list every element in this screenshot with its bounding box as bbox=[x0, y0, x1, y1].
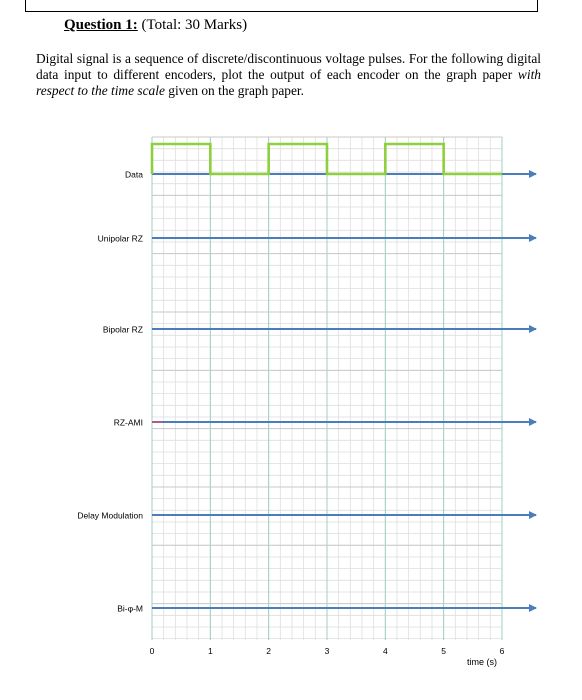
question-text-plain: Digital signal is a sequence of discrete/discontinuous voltage pulses. For the following digital data input to different encoders, plot the output of each encoder on the graph paper bbox=[36, 51, 541, 82]
question-text-italic: with respect to the time scale bbox=[36, 67, 541, 98]
encoder-row-labels bbox=[77, 170, 143, 614]
time-tick-label: 1 bbox=[207, 646, 213, 656]
encoder-row-label: Bipolar RZ bbox=[102, 324, 143, 335]
encoder-row-label: Delay Modulation bbox=[77, 510, 143, 521]
question-number: Question 1: bbox=[64, 17, 138, 33]
time-tick-label: 3 bbox=[324, 646, 330, 656]
encoder-row-label: RZ-AMI bbox=[113, 417, 143, 428]
encoder-row-label: Unipolar RZ bbox=[97, 233, 143, 244]
time-tick-label: 4 bbox=[382, 646, 388, 656]
encoder-row-label: Data bbox=[125, 169, 143, 180]
time-tick-label: 6 bbox=[499, 646, 505, 656]
encoder-row-label: Bi-φ-M bbox=[117, 603, 143, 614]
question-text-end: given on the graph paper. bbox=[168, 83, 304, 98]
time-tick-label: 5 bbox=[441, 646, 447, 656]
graph-grid-major bbox=[152, 137, 502, 640]
time-tick-labels bbox=[150, 646, 505, 656]
question-marks: (Total: 30 Marks) bbox=[141, 17, 248, 33]
time-tick-label: 0 bbox=[149, 646, 155, 656]
time-tick-label: 2 bbox=[266, 646, 272, 656]
time-axis-label: time (s) bbox=[467, 657, 497, 667]
